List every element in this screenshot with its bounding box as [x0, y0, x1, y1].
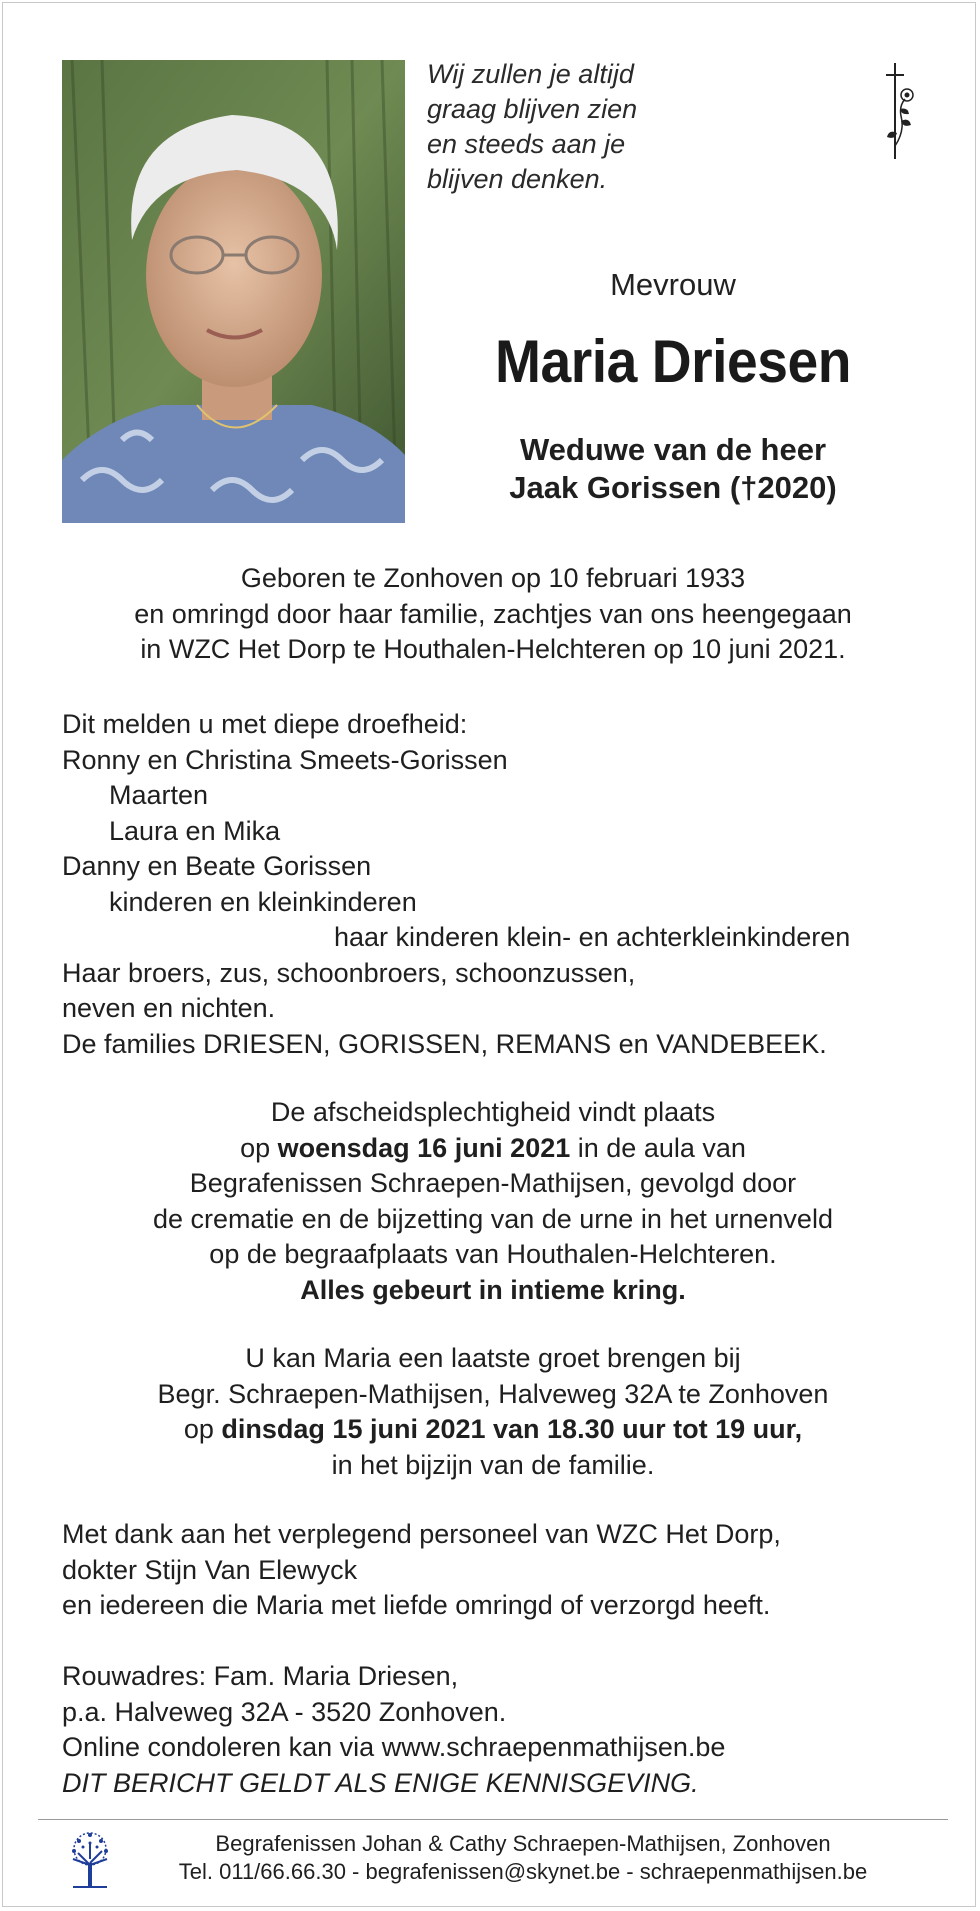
quote-line: blijven denken. — [427, 164, 608, 194]
ceremony-line — [43, 1131, 943, 1167]
family-line: neven en nichten. — [62, 993, 276, 1023]
widow-of — [433, 431, 913, 507]
ceremony-line: Begrafenissen Schraepen-Mathijsen, gevolgd door — [189, 1168, 797, 1198]
ceremony-line: op de begraafplaats van Houthalen-Helchteren. — [209, 1239, 777, 1269]
family-line: Laura en Mika — [109, 815, 281, 846]
thanks-line: Met dank aan het verplegend personeel van WZC Het Dorp, — [62, 1519, 781, 1549]
address-section — [62, 1659, 962, 1801]
ceremony-text: in de aula van — [570, 1132, 746, 1163]
thanks-section — [62, 1517, 962, 1624]
ceremony-line — [43, 1273, 943, 1309]
thanks-line: en iedereen die Maria met liefde omringd of verzorgd heeft. — [62, 1590, 771, 1620]
footer-line: Begrafenissen Johan & Cathy Schraepen-Mathijsen, Zonhoven — [215, 1831, 831, 1856]
family-section — [62, 707, 962, 1062]
visit-line: in het bijzijn van de familie. — [331, 1449, 655, 1480]
notice-line: DIT BERICHT GELDT ALS ENIGE KENNISGEVING. — [62, 1767, 699, 1798]
thanks-line: dokter Stijn Van Elewyck — [62, 1554, 358, 1585]
obituary-card — [2, 2, 976, 1907]
condolence-link[interactable]: Online condoleren kan via www.schraepenmathijsen.be — [62, 1732, 726, 1762]
family-line: Ronny en Christina Smeets-Gorissen — [62, 744, 508, 775]
family-line: De families DRIESEN, GORISSEN, REMANS en VANDEBEEK. — [62, 1028, 827, 1059]
visit-line — [43, 1412, 943, 1448]
footer-divider — [38, 1819, 948, 1820]
visit-text: op — [183, 1414, 222, 1444]
birth-line: Geboren te Zonhoven op 10 februari 1933 — [240, 563, 746, 593]
header-block — [433, 265, 913, 507]
tree-logo-icon — [65, 1829, 115, 1889]
visit-date: dinsdag 15 juni 2021 van 18.30 uur tot 19 uur, — [221, 1414, 803, 1444]
ceremony-line: de crematie en de bijzetting van de urne in het urnenveld — [153, 1203, 833, 1234]
memorial-quote — [427, 57, 727, 197]
salutation: Mevrouw — [610, 267, 736, 302]
visit-line: U kan Maria een laatste groet brengen bij — [245, 1343, 741, 1373]
family-line: Maarten — [109, 780, 209, 810]
quote-line: en steeds aan je — [427, 129, 626, 159]
address-line: p.a. Halveweg 32A - 3520 Zonhoven. — [62, 1696, 507, 1727]
family-intro: Dit melden u met diepe droefheid: — [62, 709, 468, 739]
funeral-home-footer — [123, 1830, 923, 1886]
family-line: kinderen en kleinkinderen — [109, 886, 417, 917]
address-line: Rouwadres: Fam. Maria Driesen, — [62, 1661, 459, 1691]
family-line: haar kinderen klein- en achterkleinkinderen — [334, 922, 851, 952]
cross-with-rose-icon — [875, 61, 923, 161]
widow-line: Weduwe van de heer — [519, 432, 827, 467]
family-line: Danny en Beate Gorissen — [62, 851, 372, 881]
quote-line: graag blijven zien — [427, 94, 638, 124]
portrait-illustration — [62, 60, 405, 523]
quote-line: Wij zullen je altijd — [427, 59, 634, 89]
ceremony-line: De afscheidsplechtigheid vindt plaats — [270, 1097, 716, 1127]
ceremony-date: woensdag 16 juni 2021 — [277, 1132, 571, 1163]
visit-section — [43, 1341, 943, 1483]
ceremony-text: op — [240, 1132, 278, 1163]
birth-line: en omringd door haar familie, zachtjes van ons heengegaan — [134, 598, 852, 629]
deceased-name: Maria Driesen — [494, 328, 852, 395]
birth-section — [43, 561, 943, 668]
family-line: Haar broers, zus, schoonbroers, schoonzussen, — [62, 957, 636, 988]
portrait-photo — [62, 60, 405, 523]
ceremony-section — [43, 1095, 943, 1308]
ceremony-note: Alles gebeurt in intieme kring. — [300, 1274, 686, 1305]
footer-contact[interactable]: Tel. 011/66.66.30 - begrafenissen@skynet.be - schraepenmathijsen.be — [178, 1859, 868, 1884]
widow-line: Jaak Gorissen (†2020) — [509, 470, 837, 505]
birth-line: in WZC Het Dorp te Houthalen-Helchteren op 10 juni 2021. — [140, 634, 846, 664]
visit-line: Begr. Schraepen-Mathijsen, Halveweg 32A te Zonhoven — [157, 1378, 829, 1409]
